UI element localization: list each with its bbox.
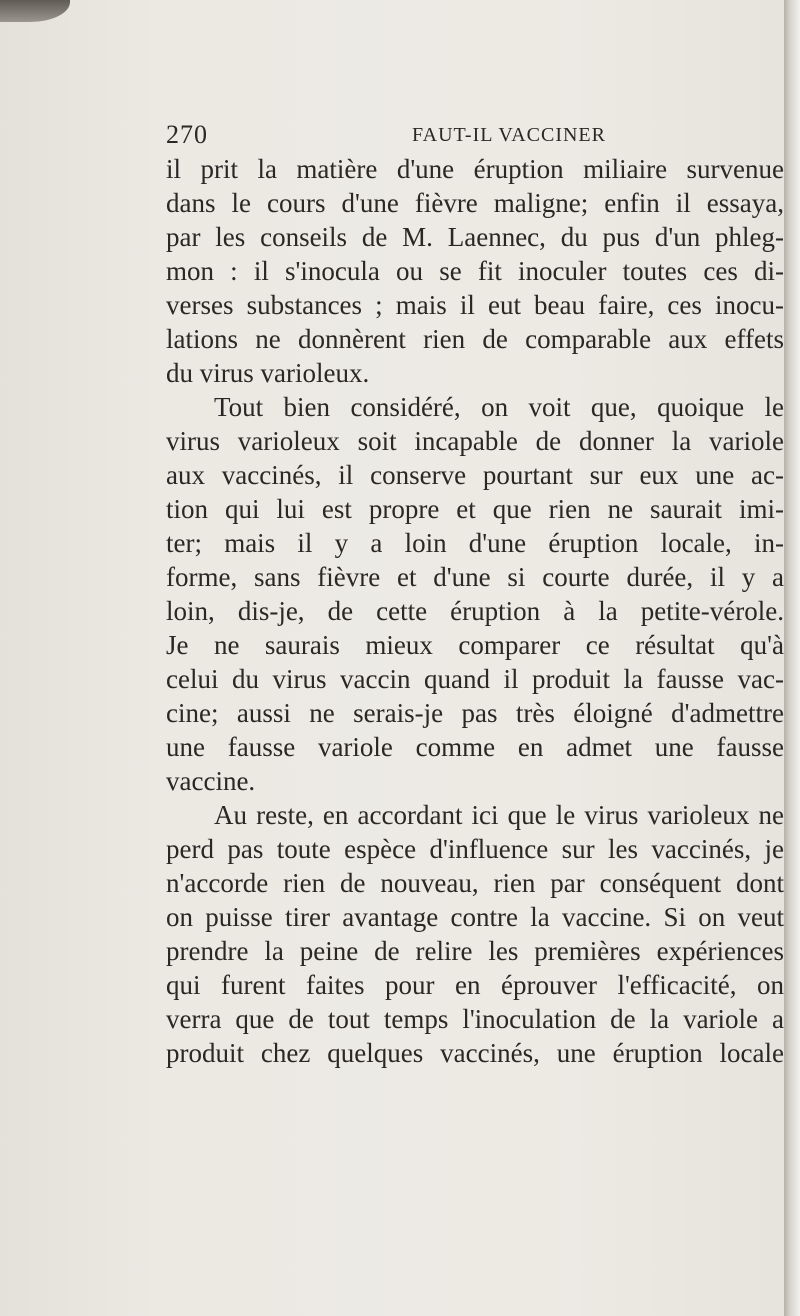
- text-line: produit chez quelques vaccinés, une éruption locale: [166, 1038, 784, 1068]
- text-line: dans le cours d'une fièvre maligne; enfin il essaya,: [166, 188, 784, 218]
- body-text: [166, 152, 784, 1152]
- text-line: on puisse tirer avantage contre la vaccine. Si on veut: [166, 902, 784, 932]
- page-header: [166, 120, 766, 150]
- text-line: perd pas toute espèce d'influence sur les vaccinés, je: [166, 834, 784, 864]
- text-line: vaccine.: [166, 766, 256, 796]
- page-corner-shadow: [0, 0, 70, 22]
- text-line: une fausse variole comme en admet une fausse: [166, 732, 784, 762]
- text-line: aux vaccinés, il conserve pourtant sur eux une ac-: [166, 460, 784, 490]
- text-line: prendre la peine de relire les premières expériences: [166, 936, 784, 966]
- text-line: verses substances ; mais il eut beau faire, ces inocu-: [166, 290, 784, 320]
- text-line: forme, sans fièvre et d'une si courte durée, il y a: [166, 562, 784, 592]
- text-line: qui furent faites pour en éprouver l'efficacité, on: [166, 970, 784, 1000]
- text-line: mon : il s'inocula ou se fit inoculer toutes ces di-: [166, 256, 784, 286]
- text-line: n'accorde rien de nouveau, rien par conséquent dont: [166, 868, 784, 898]
- text-line: Au reste, en accordant ici que le virus varioleux ne: [214, 800, 784, 830]
- text-line: celui du virus vaccin quand il produit la fausse vac-: [166, 664, 784, 694]
- text-line: cine; aussi ne serais-je pas très éloigné d'admettre: [166, 698, 784, 728]
- text-line: lations ne donnèrent rien de comparable aux effets: [166, 324, 784, 354]
- text-line: virus varioleux soit incapable de donner la variole: [166, 426, 784, 456]
- page-gutter-edge: [784, 0, 800, 1316]
- text-line: ter; mais il y a loin d'une éruption locale, in-: [166, 528, 784, 558]
- text-line: par les conseils de M. Laennec, du pus d'un phleg-: [166, 222, 784, 252]
- text-line: tion qui lui est propre et que rien ne saurait imi-: [166, 494, 784, 524]
- text-line: Tout bien considéré, on voit que, quoique le: [214, 392, 784, 422]
- page-number: 270: [166, 120, 208, 149]
- text-line: du virus varioleux.: [166, 358, 370, 388]
- running-title: FAUT-IL VACCINER: [412, 124, 606, 146]
- text-line: loin, dis-je, de cette éruption à la petite-vérole.: [166, 596, 784, 626]
- text-line: verra que de tout temps l'inoculation de la variole a: [166, 1004, 784, 1034]
- text-line: il prit la matière d'une éruption miliaire survenue: [166, 154, 784, 184]
- text-line: Je ne saurais mieux comparer ce résultat qu'à: [166, 630, 784, 660]
